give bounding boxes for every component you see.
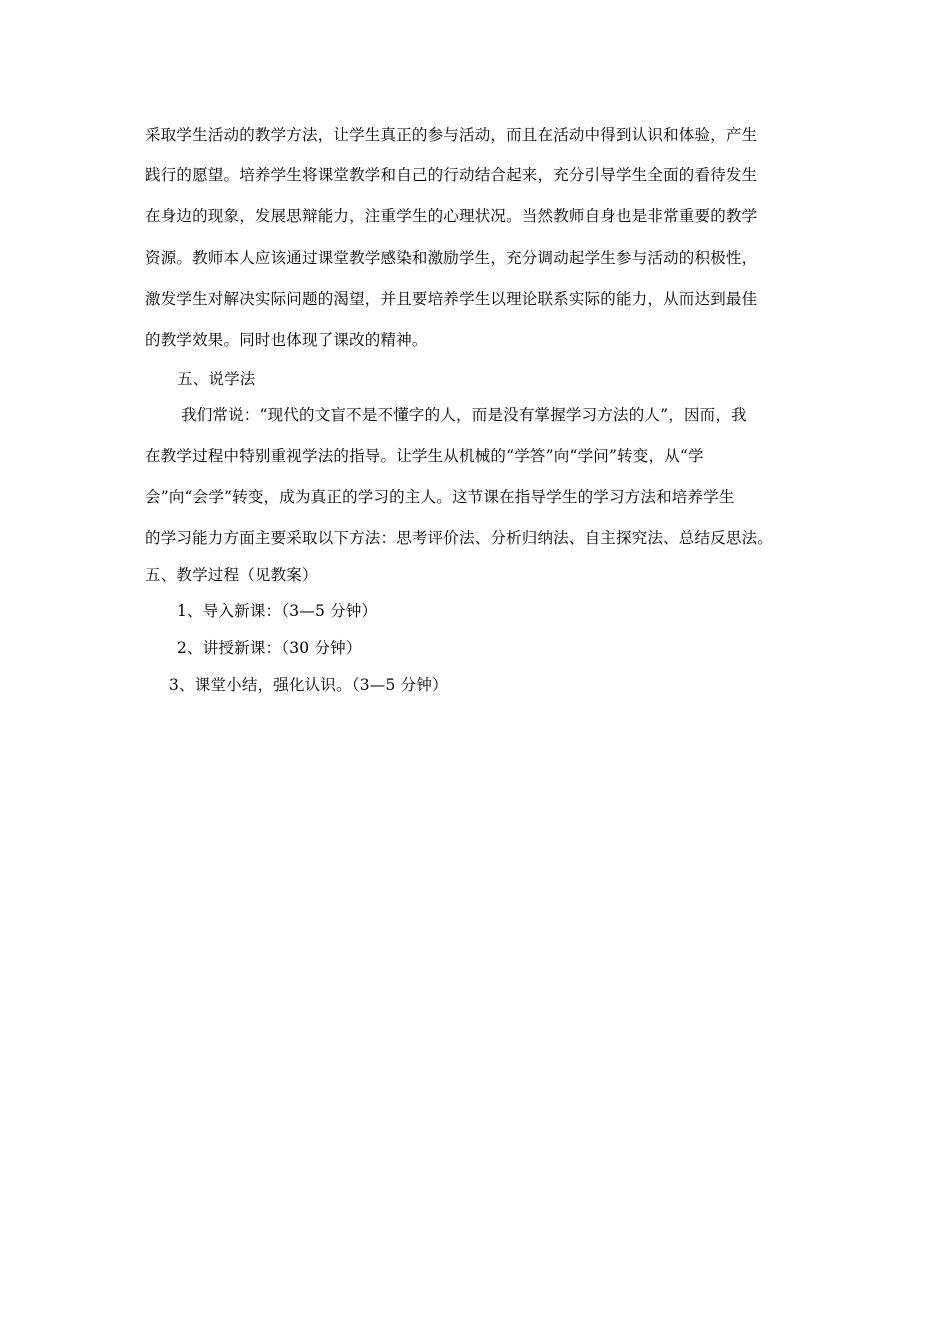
process-item-2: 2、讲授新课：（30 分钟） — [177, 639, 362, 657]
section-heading-learning-method: 五、说学法 — [177, 370, 256, 388]
process-item-1: 1、导入新课：（3—5 分钟） — [177, 602, 378, 620]
process-item-3: 3、课堂小结，强化认识。（3—5 分钟） — [169, 676, 448, 694]
paragraph-1-line-6: 的教学效果。同时也体现了课改的精神。 — [145, 331, 428, 349]
paragraph-1-line-5: 激发学生对解决实际问题的渴望，并且要培养学生以理论联系实际的能力，从而达到最佳 — [145, 290, 758, 308]
paragraph-2-line-2: 在教学过程中特别重视学法的指导。让学生从机械的“学答”向“学问”转变，从“学 — [145, 447, 704, 465]
paragraph-1-line-4: 资源。教师本人应该通过课堂教学感染和激励学生，充分调动起学生参与活动的积极性， — [145, 249, 758, 267]
paragraph-2-line-4: 的学习能力方面主要采取以下方法：思考评价法、分析归纳法、自主探究法、总结反思法。 — [145, 529, 774, 547]
paragraph-2-line-3: 会”向“会学”转变，成为真正的学习的主人。这节课在指导学生的学习方法和培养学生 — [145, 488, 735, 506]
paragraph-1-line-3: 在身边的现象，发展思辩能力，注重学生的心理状况。当然教师自身也是非常重要的教学 — [145, 207, 758, 225]
paragraph-1-line-2: 践行的愿望。培养学生将课堂教学和自己的行动结合起来，充分引导学生全面的看待发生 — [145, 166, 758, 184]
section-heading-teaching-process: 五、教学过程（见教案） — [145, 566, 318, 584]
paragraph-2-line-1: 我们常说：“现代的文盲不是不懂字的人，而是没有掌握学习方法的人”，因而，我 — [181, 406, 747, 424]
paragraph-1-line-1: 采取学生活动的教学方法，让学生真正的参与活动，而且在活动中得到认识和体验，产生 — [145, 126, 758, 144]
